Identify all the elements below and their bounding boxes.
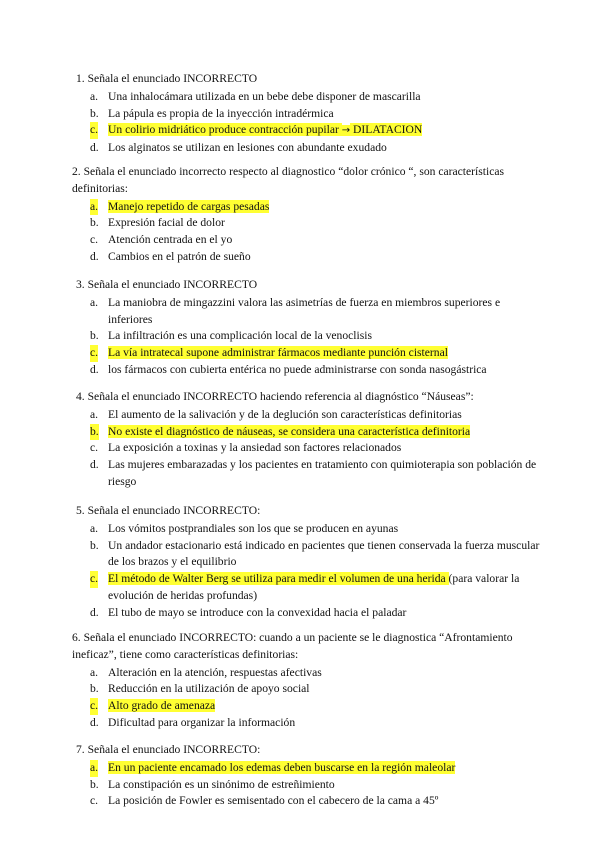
question-stem: 5. Señala el enunciado INCORRECTO:: [76, 504, 261, 517]
option-annotation: DILATACION: [350, 123, 423, 137]
option-d: [72, 362, 542, 379]
option-text: Atención centrada en el yo: [108, 233, 233, 247]
option-text: Expresión facial de dolor: [108, 216, 225, 230]
option-c-highlighted: [72, 571, 542, 605]
option-text: Alteración en la atención, respuestas afectivas: [108, 665, 322, 679]
option-text: La pápula es propia de la inyección intradérmica: [108, 106, 334, 120]
question-3: [72, 277, 542, 379]
option-c-highlighted: [72, 698, 542, 715]
option-list: [72, 199, 542, 266]
option-text: Un colirio midriático produce contracción pupilar: [108, 123, 339, 137]
question-6: [72, 630, 542, 732]
option-letter: b.: [90, 106, 99, 120]
question-stem: 7. Señala el enunciado INCORRECTO:: [76, 743, 261, 756]
option-text: Una inhalocámara utilizada en un bebe debe disponer de mascarilla: [108, 89, 421, 103]
option-b: [72, 215, 542, 232]
option-letter: d.: [90, 249, 99, 263]
option-letter: d.: [90, 362, 99, 376]
question-stem: 3. Señala el enunciado INCORRECTO: [76, 278, 258, 291]
option-b: [72, 777, 542, 794]
option-letter: c.: [90, 233, 99, 247]
question-stem: 4. Señala el enunciado INCORRECTO haciendo referencia al diagnóstico “Náuseas”:: [76, 390, 474, 403]
option-d: [72, 249, 542, 266]
option-letter: a.: [90, 521, 99, 535]
option-d: [72, 140, 542, 157]
question-4: [72, 389, 542, 491]
option-text: Cambios en el patrón de sueño: [108, 249, 251, 263]
option-text: Alto grado de amenaza: [108, 699, 216, 713]
option-a: [72, 665, 542, 682]
option-letter: c.: [90, 122, 98, 139]
question-stem: 2. Señala el enunciado incorrecto respecto al diagnostico “dolor crónico “, son características definitorias:: [72, 165, 505, 195]
option-text: La maniobra de mingazzini valora las asimetrías de fuerza en miembros superiores e inferiores: [108, 295, 501, 326]
option-list: [72, 89, 542, 157]
option-letter: d.: [90, 458, 99, 472]
option-letter: c.: [90, 441, 99, 455]
option-text: Un andador estacionario está indicado en pacientes que tienen conservada la fuerza muscular de los brazos y el equilibrio: [108, 538, 540, 569]
option-d: [72, 605, 542, 622]
option-c: [72, 232, 542, 249]
option-a: [72, 295, 542, 329]
option-text: Los alginatos se utilizan en lesiones con abundante exudado: [108, 141, 387, 155]
option-a: [72, 407, 542, 424]
right-arrow-icon: →: [341, 125, 351, 137]
option-text: Dificultad para organizar la información: [108, 715, 296, 729]
option-letter: a.: [90, 295, 99, 309]
option-d: [72, 457, 542, 491]
option-letter: a.: [90, 760, 98, 777]
option-letter: a.: [90, 665, 99, 679]
option-letter: c.: [90, 571, 98, 588]
option-letter: a.: [90, 199, 98, 216]
option-letter: d.: [90, 141, 99, 155]
option-c-highlighted: [72, 345, 542, 362]
option-letter: d.: [90, 605, 99, 619]
option-letter: a.: [90, 407, 99, 421]
option-text: El tubo de mayo se introduce con la convexidad hacia el paladar: [108, 605, 407, 619]
option-b-highlighted: [72, 424, 542, 441]
option-annotation: (para valorar la evolución de heridas profundas): [108, 572, 520, 602]
option-letter: c.: [90, 345, 98, 362]
option-b: [72, 538, 542, 572]
option-b: [72, 681, 542, 698]
option-list: [72, 407, 542, 491]
option-letter: c.: [90, 698, 98, 715]
option-c: [72, 793, 542, 810]
option-text: los fármacos con cubierta entérica no puede administrarse con sonda nasogástrica: [108, 362, 487, 376]
option-list: [72, 665, 542, 732]
option-list: [72, 295, 542, 379]
option-text: La infiltración es una complicación local de la venoclisis: [108, 329, 372, 343]
option-text: La vía intratecal supone administrar fármacos mediante punción cisternal: [108, 346, 448, 360]
option-b: [72, 106, 542, 123]
option-text: El aumento de la salivación y de la deglución son características definitorias: [108, 407, 462, 421]
option-list: [72, 760, 542, 810]
option-letter: b.: [90, 538, 99, 552]
option-a-highlighted: [72, 199, 542, 216]
option-letter: b.: [90, 216, 99, 230]
option-a: [72, 521, 542, 538]
option-d: [72, 715, 542, 732]
option-letter: d.: [90, 715, 99, 729]
option-letter: b.: [90, 777, 99, 791]
option-c: [72, 440, 542, 457]
option-text: La exposición a toxinas y la ansiedad son factores relacionados: [108, 441, 402, 455]
question-7: [72, 742, 542, 810]
question-stem: 6. Señala el enunciado INCORRECTO: cuando a un paciente se le diagnostica “Afrontamiento ineficaz”, tiene como características definitorias:: [72, 631, 513, 661]
option-letter: b.: [90, 329, 99, 343]
option-text: Manejo repetido de cargas pesadas: [108, 199, 270, 213]
option-text: Las mujeres embarazadas y los pacientes en tratamiento con quimioterapia son población de riesgo: [108, 458, 537, 488]
option-letter: c.: [90, 794, 99, 808]
option-b: [72, 328, 542, 345]
option-letter: a.: [90, 89, 99, 103]
question-1: [72, 71, 542, 157]
option-c-highlighted: [72, 122, 542, 140]
option-text: No existe el diagnóstico de náuseas, se considera una característica definitoria: [108, 424, 471, 438]
option-a: [72, 89, 542, 106]
option-list: [72, 521, 542, 622]
question-stem: 1. Señala el enunciado INCORRECTO: [76, 72, 258, 85]
option-letter: b.: [90, 424, 99, 441]
option-text: La constipación es un sinónimo de estreñimiento: [108, 777, 335, 791]
option-text: El método de Walter Berg se utiliza para medir el volumen de una herida: [108, 572, 449, 586]
option-text: Reducción en la utilización de apoyo social: [108, 682, 310, 696]
option-a-highlighted: [72, 760, 542, 777]
option-text: Los vómitos postprandiales son los que se producen en ayunas: [108, 521, 399, 535]
question-5: [72, 503, 542, 622]
question-2: [72, 164, 542, 266]
option-text: En un paciente encamado los edemas deben buscarse en la región maleolar: [108, 760, 456, 774]
option-text: La posición de Fowler es semisentado con el cabecero de la cama a 45º: [108, 794, 439, 808]
option-letter: b.: [90, 682, 99, 696]
